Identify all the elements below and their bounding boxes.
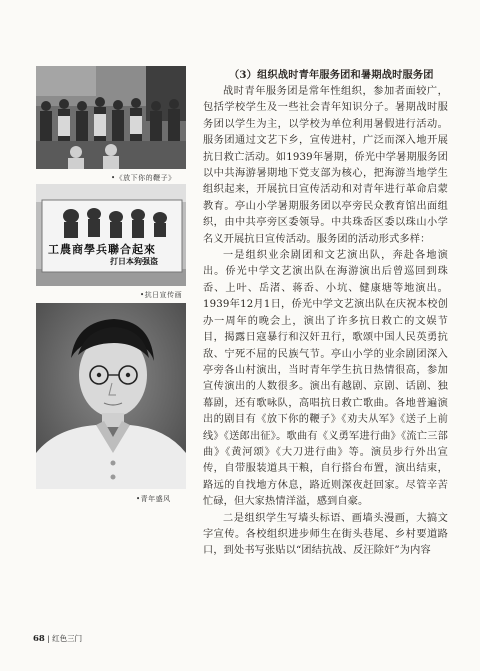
page-footer xyxy=(33,633,82,644)
section-heading: （3）组织战时青年服务团和暑期战时服务团 xyxy=(229,69,434,81)
photo-street-play xyxy=(36,66,186,169)
photo-propaganda-banner xyxy=(36,184,186,286)
caption-propaganda-banner: •抗日宣传画 xyxy=(140,291,183,299)
book-title: 红色三门 xyxy=(52,634,83,643)
paragraph-2: 一是组织业余剧团和文艺演出队，奔赴各地演出。侨光中学文艺演出队在海游演出后曾巡回到珠岙、上叶、岳渚、蒋岙、小坑、健康塘等地演出。1939年12月1日，侨光中学文艺演出队在庆祝本校创办一周年的晚会上，演出了许多抗日救亡的文娱节目，揭露日寇暴行和汉奸丑行，歌颂中国人民英勇抗敌、宁死不屈的民族气节。亭山小学的业余剧团深入亭旁各山村演出，当时青年学生抗日热情很高，参加宣传演出的人数很多。演出有越剧、京剧、话剧、独幕剧，还有歌咏队，高唱抗日救亡歌曲。各地普遍演出的剧目有《放下你的鞭子》《劝夫从军》《送子上前线》《送郎出征》。歌曲有《义勇军进行曲》《流亡三部曲》《黄河颂》《大刀进行曲》等。演员步行外出宣传，自带服装道具干粮，自行搭台布置，演出结束，路远的自找地方休息，路近则深夜赶回家。尽管辛苦忙碌，但大家热情洋溢，感到自豪。 xyxy=(203,250,448,508)
footer-separator: | xyxy=(47,634,50,643)
banner-line-2: 打日本狗强盗 xyxy=(110,256,158,266)
paragraph-1: 战时青年服务团是常年性组织，参加者面较广，包括学校学生及一些社会青年知识分子。暑期战时服务团以学生为主，以学校为单位利用暑假进行活动。服务团通过文艺下乡，宣传进村，广泛而深入地开展抗日救亡活动。如1939年暑期，侨光中学暑期服务团以中共海游暑期地下党支部为核心，把海游当地学生组织起来，开展抗日宣传活动和对青年进行革命启蒙教育。亭山小学暑期服务团以亭旁民众教育馆出面组织，由中共亭旁区委领导。中共珠岙区委以珠山小学名义开展抗日宣传活动。服务团的活动形式多样： xyxy=(203,86,448,245)
photo-portrait xyxy=(36,303,186,489)
banner-line-1: 工農商學兵聯合起來 xyxy=(48,243,156,256)
paragraph-3: 二是组织学生写墙头标语、画墙头漫画，大搞文字宣传。各校组织进步师生在街头巷尾、乡村要道路口，到处书写张贴以“团结抗战、反汪除奸”为内容 xyxy=(203,512,448,557)
page-number: 68 xyxy=(33,634,45,644)
article-body xyxy=(203,66,448,560)
caption-portrait: •青年盛风 xyxy=(136,495,171,503)
caption-street-play: •《放下你的鞭子》 xyxy=(111,174,176,182)
